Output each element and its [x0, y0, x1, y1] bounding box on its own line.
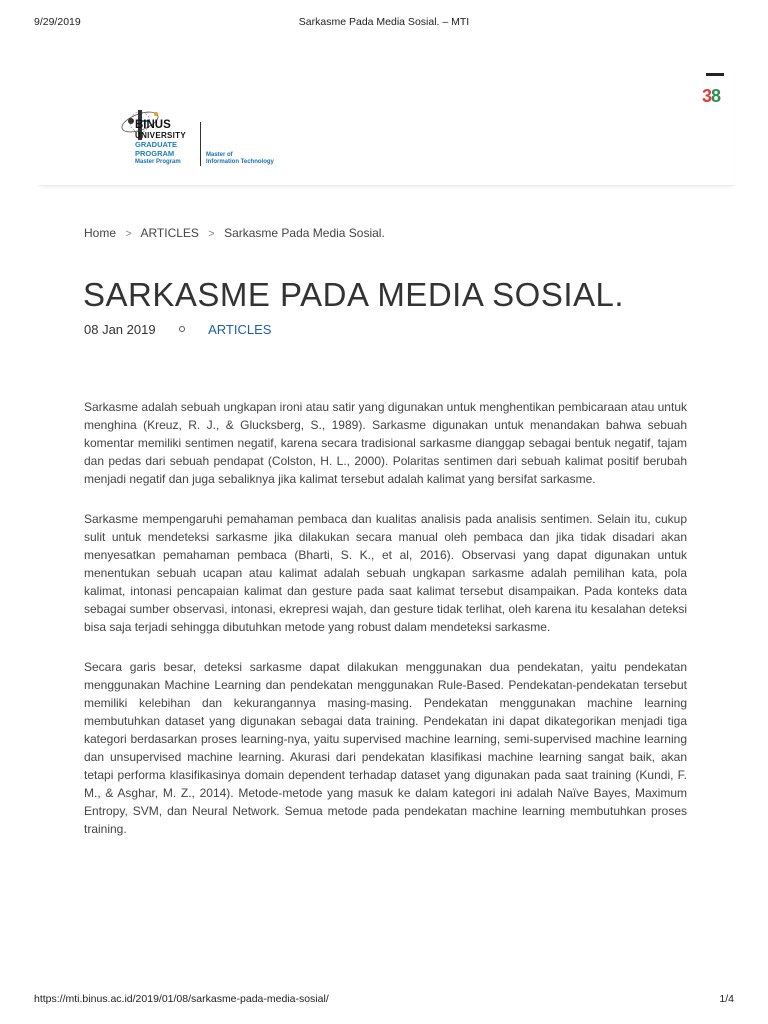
article-paragraph: Secara garis besar, deteksi sarkasme dapat dilakukan menggunakan dua pendekatan, yaitu pendekatan menggunakan Machine Learning dan pendekatan menggunakan Rule-Based. Pendekatan-pendekatan tersebut memiliki kelebihan dan kekurangannya masing-masing. Pendekatan menggunakan machine learning membutuhkan dataset yang digunakan sebagai data training. Pendekatan ini dapat dikategorikan menjadi tiga kategori berdasarkan proses learning-nya, yaitu supervised machine learning, semi-supervised machine learning dan unsupervised machine learning. Akurasi dari pendekatan klasifikasi machine learning sangat baik, akan tetapi performa klasifikasinya domain dependent terhadap dataset yang digunakan pada saat training (Kundi, F. M., & Asghar, M. Z., 2014). Metode-metode yang masuk ke dalam kategori ini adalah Naïve Bayes, Maximum Entropy, SVM, dan Neural Network. Semua metode pada pendekatan machine learning membutuhkan proses training. [84, 660, 687, 836]
print-url: https://mti.binus.ac.id/2019/01/08/sarkasme-pada-media-sosial/ [34, 993, 329, 1005]
breadcrumb-current: Sarkasme Pada Media Sosial. [224, 226, 385, 240]
article-body [84, 398, 687, 860]
menu-icon[interactable] [706, 73, 724, 76]
logo-subtitle [206, 152, 274, 166]
logo-text [135, 120, 186, 167]
binus-logo[interactable] [118, 92, 298, 172]
article-category-link[interactable]: ARTICLES [208, 322, 272, 337]
badge-digit-3: 3 [702, 86, 712, 106]
bullet-icon [179, 326, 185, 332]
logo-master-program: Master Program [135, 159, 181, 165]
breadcrumb-home[interactable]: Home [84, 226, 117, 240]
article-paragraph: Sarkasme mempengaruhi pemahaman pembaca dan kualitas analisis pada analisis sentimen. Selain itu, cukup sulit untuk mendeteksi sarkasme jika dilakukan secara manual oleh pembaca dan jika tidak disadari akan menyesatkan pemahaman pembaca (Bharti, S. K., et al, 2016). Observasi yang dapat digunakan untuk menentukan sebuah ucapan atau kalimat adalah sebuah ungkapan sarkasme adalah pemilihan kata, pola kalimat, intonasi pencapaian kalimat dan gesture pada saat kalimat tersebut disampaikan. Pada konteks data sebagai sumber observasi, intonasi, ekrepresi wajah, dan gesture tidak terlihat, oleh karena itu kesalahan deteksi bisa saja terjadi sehingga dibutuhkan metode yang robust dalam mendeteksi sarkasme. [84, 512, 687, 634]
logo-divider [200, 122, 201, 166]
article-meta [84, 322, 271, 337]
print-page-number: 1/4 [719, 993, 734, 1005]
print-date: 9/29/2019 [34, 16, 81, 28]
breadcrumb [84, 226, 385, 240]
anniversary-badge [702, 86, 730, 122]
logo-university: UNIVERSITY [135, 131, 187, 140]
article-date: 08 Jan 2019 [84, 322, 156, 337]
badge-digit-8: 8 [711, 86, 721, 106]
logo-program: PROGRAM [135, 149, 175, 158]
logo-graduate: GRADUATE [135, 140, 177, 149]
article-paragraph: Sarkasme adalah sebuah ungkapan ironi atau satir yang digunakan untuk menghentikan pembicaraan atau untuk menghina (Kreuz, R. J., & Glucksberg, S., 1989). Sarkasme digunakan untuk menandakan bahwa sebuah komentar memiliki sentimen negatif, karena secara tradisional sarkasme dianggap sebagai bentuk negatif, tajam dan pedas dari sebuah pendapat (Colston, H. L., 2000). Polaritas sentimen dari sebuah kalimat positif berubah menjadi negatif dan juga sebaliknya jika kalimat tersebut adalah kalimat yang bersifat sarkasme. [84, 400, 687, 486]
logo-sub-line2: Information Technology [206, 159, 274, 165]
breadcrumb-separator-icon: > [125, 228, 132, 240]
logo-brand: BINUS [135, 119, 171, 131]
page-title: SARKASME PADA MEDIA SOSIAL. [83, 276, 625, 313]
print-title: Sarkasme Pada Media Sosial. – MTI [298, 16, 470, 28]
site-header [38, 60, 735, 186]
breadcrumb-separator-icon: > [208, 228, 215, 240]
breadcrumb-category[interactable]: ARTICLES [140, 226, 199, 240]
logo-sub-line1: Master of [206, 152, 233, 158]
